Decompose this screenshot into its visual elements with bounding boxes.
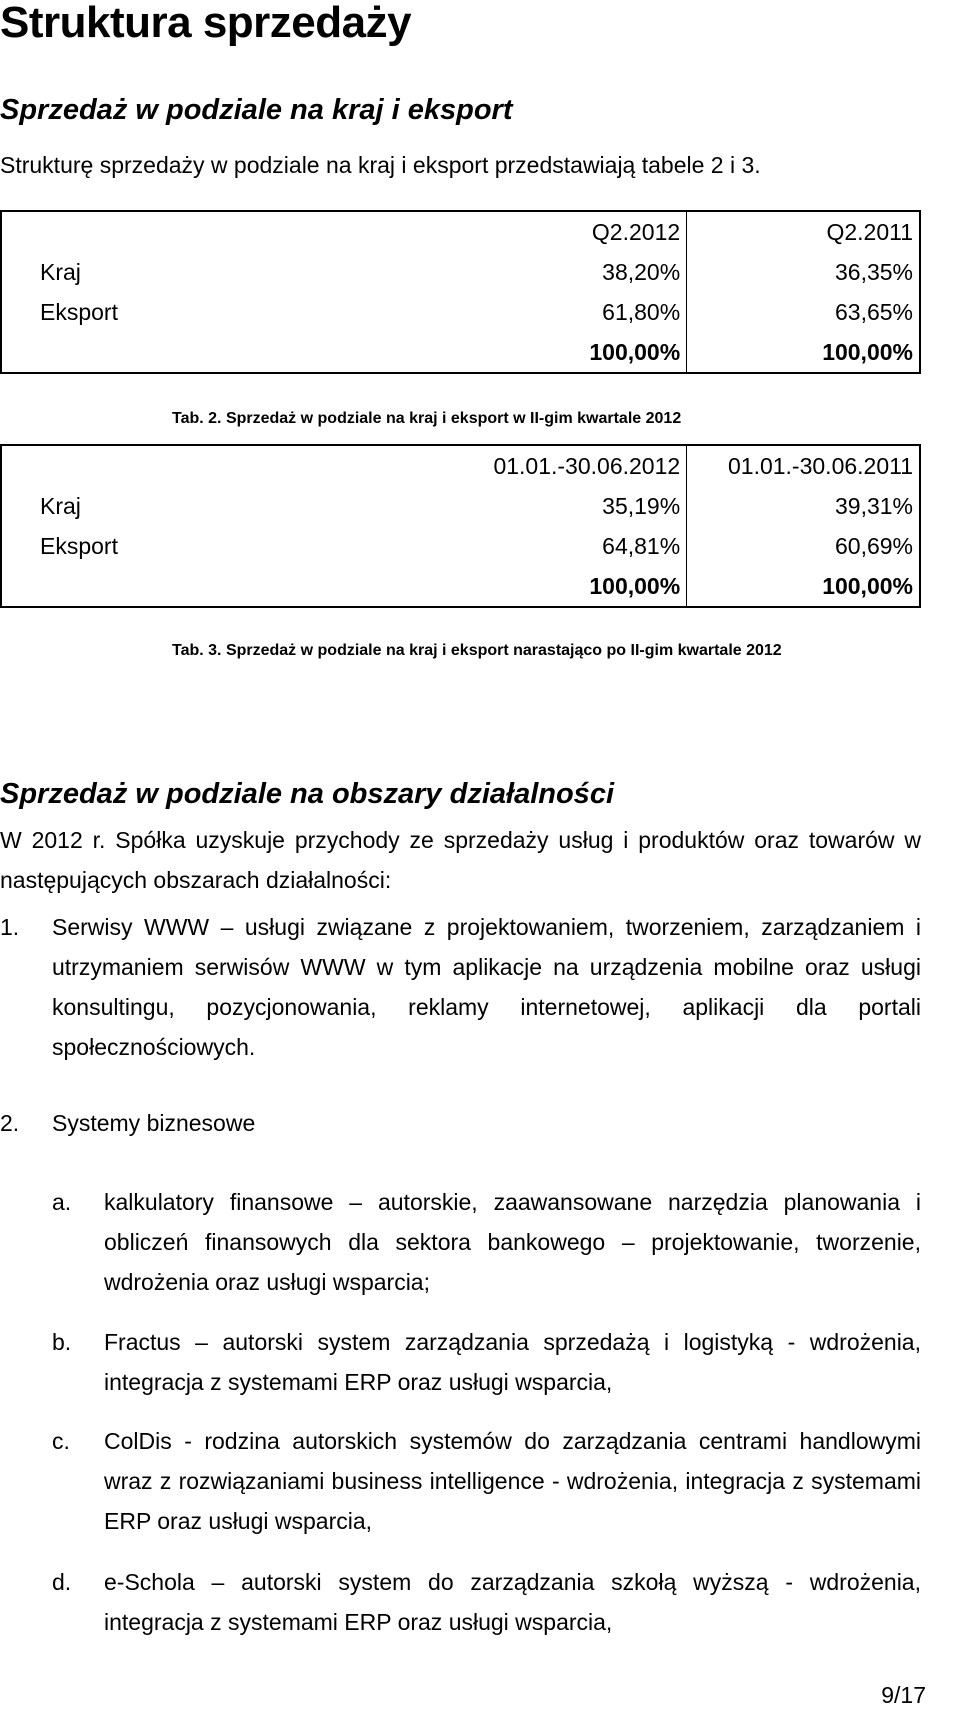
page-number: 9/17: [881, 1682, 926, 1708]
table-cell: 100,00%: [822, 338, 913, 365]
table-cell: 39,31%: [834, 492, 913, 519]
table-row: [1, 486, 920, 526]
table-cell: 100,00%: [454, 566, 686, 607]
table-cell: 64,81%: [454, 526, 686, 566]
table-cell: 61,80%: [454, 292, 686, 332]
table-row: [1, 292, 920, 332]
section2-intro: W 2012 r. Spółka uzyskuje przychody ze sprzedaży usług i produktów oraz towarów w następujących obszarach działalności:: [0, 827, 921, 893]
table-row-label: Kraj: [40, 492, 81, 519]
table-row-label: Eksport: [40, 298, 118, 325]
sublist-item-text: ColDis - rodzina autorskich systemów do zarządzania centrami handlowymi wraz z rozwiązaniami business intelligence - wdrożenia, integracja z systemami ERP oraz usługi wsparcia,: [104, 1428, 921, 1534]
table-2-sales-q2: [0, 210, 921, 374]
table-total-row: [1, 566, 920, 607]
table-total-row: [1, 332, 920, 373]
sublist-item-text: Fractus – autorski system zarządzania sprzedażą i logistyką - wdrożenia, integracja z systemami ERP oraz usługi wsparcia,: [104, 1329, 921, 1395]
table-header-row: [1, 445, 920, 486]
table-row: [1, 526, 920, 566]
table-cell: 100,00%: [822, 572, 913, 599]
list-item-number: 1.: [0, 914, 20, 940]
table-row-label: Eksport: [40, 532, 118, 559]
sublist-item-text: kalkulatory finansowe – autorskie, zaawansowane narzędzia planowania i obliczeń finansowych dla sektora bankowego – projektowanie, tworzenie, wdrożenia oraz usługi wsparcia;: [104, 1189, 921, 1295]
table-cell: [1, 445, 454, 486]
sublist-item-text: e-Schola – autorski system do zarządzania szkołą wyższą - wdrożenia, integracja z systemami ERP oraz usługi wsparcia,: [104, 1569, 921, 1635]
table-row-label: [1, 332, 454, 373]
table-3-sales-cumulative: [0, 444, 921, 608]
table-cell: [1, 211, 454, 252]
table-3-caption: Tab. 3. Sprzedaż w podziale na kraj i eksport narastająco po II-gim kwartale 2012: [172, 642, 782, 659]
table-cell: 38,20%: [454, 252, 686, 292]
section-heading-country-export: Sprzedaż w podziale na kraj i eksport: [0, 94, 513, 126]
table-header-cell: Q2.2011: [826, 218, 913, 245]
table-row-label: [1, 566, 454, 607]
table-header-cell: 01.01.-30.06.2012: [454, 445, 686, 486]
table-row: [1, 252, 920, 292]
sublist-item-letter: c.: [52, 1428, 70, 1454]
table-cell: 35,19%: [454, 486, 686, 526]
sublist-item-letter: d.: [52, 1569, 72, 1595]
table-cell: 36,35%: [834, 258, 913, 285]
section1-intro: Strukturę sprzedaży w podziale na kraj i eksport przedstawiają tabele 2 i 3.: [0, 152, 761, 178]
table-header-row: [1, 211, 920, 252]
list-item-number: 2.: [0, 1110, 20, 1136]
list-item-text: Systemy biznesowe: [52, 1110, 256, 1136]
page-title: Struktura sprzedaży: [0, 0, 412, 47]
table-cell: 63,65%: [834, 298, 913, 325]
table-cell: 100,00%: [454, 332, 686, 373]
section-heading-business-areas: Sprzedaż w podziale na obszary działalności: [0, 778, 614, 810]
list-item-text: Serwisy WWW – usługi związane z projektowaniem, tworzeniem, zarządzaniem i utrzymaniem serwisów WWW w tym aplikacje na urządzenia mobilne oraz usługi konsultingu, pozycjonowania, reklamy internetowej, aplikacji dla portali społecznościowych.: [52, 914, 921, 1060]
table-row-label: Kraj: [40, 258, 81, 285]
table-header-cell: Q2.2012: [454, 211, 686, 252]
table-header-cell: 01.01.-30.06.2011: [727, 452, 913, 479]
table-cell: 60,69%: [834, 532, 913, 559]
sublist-item-letter: a.: [52, 1189, 72, 1215]
sublist-item-letter: b.: [52, 1329, 72, 1355]
table-2-caption: Tab. 2. Sprzedaż w podziale na kraj i eksport w II-gim kwartale 2012: [172, 410, 682, 427]
